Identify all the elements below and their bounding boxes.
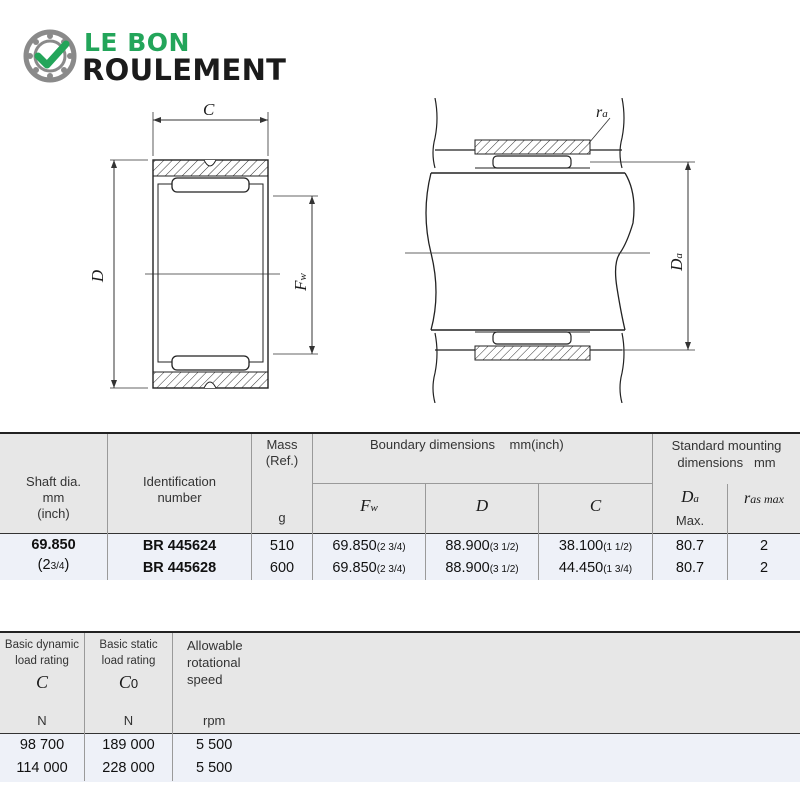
table1-cell-id: BR 445624 bbox=[142, 538, 217, 554]
col-static-symbol: C0 bbox=[118, 672, 139, 692]
table2-cell-stat: 228 000 bbox=[102, 760, 155, 776]
col-da-header: Da bbox=[681, 487, 699, 506]
col-ras-header: ras max bbox=[744, 490, 784, 507]
table1-cell-mass: 600 bbox=[269, 560, 295, 576]
checkmark-icon bbox=[38, 44, 66, 65]
boundary-header: Boundary dimensions mm(inch) bbox=[370, 437, 564, 452]
dim-c-label: C bbox=[203, 100, 215, 119]
table1-cell-c: 38.100(1 1/2) bbox=[558, 538, 633, 554]
col-ident-header: Identification number bbox=[143, 474, 216, 505]
col-static-unit: N bbox=[123, 713, 134, 728]
col-static-header: Basic static load rating bbox=[99, 639, 158, 667]
col-mass-header: Mass (Ref.) bbox=[265, 437, 299, 468]
col-d-header: D bbox=[475, 496, 489, 515]
logo-bearing-icon bbox=[22, 28, 78, 84]
table1-cell-d: 88.900(3 1/2) bbox=[445, 560, 519, 576]
table1-cell-id: BR 445628 bbox=[142, 560, 217, 576]
table1-cell-fw: 69.850(2 3/4) bbox=[332, 560, 406, 576]
bearing-section-drawing bbox=[90, 98, 330, 398]
col-speed-unit: rpm bbox=[203, 713, 226, 728]
standard-header: Standard mounting dimensions mm bbox=[671, 438, 782, 470]
col-fw-header: Fw bbox=[360, 496, 378, 515]
logo-text-line1: LE BON bbox=[84, 28, 190, 57]
col-da-max: Max. bbox=[675, 513, 705, 528]
dim-d-label: D bbox=[88, 269, 108, 283]
table1-top-rule bbox=[0, 432, 800, 434]
table1-cell-mass: 510 bbox=[269, 538, 295, 554]
table2-cell-speed: 5 500 bbox=[196, 760, 233, 776]
col-dynamic-unit: N bbox=[37, 713, 47, 728]
col-speed-header: Allowable rotational speed bbox=[187, 638, 243, 687]
table1-cell-ras: 2 bbox=[759, 560, 769, 576]
dim-da-label: Da bbox=[666, 253, 686, 271]
table1-cell-da: 80.7 bbox=[675, 560, 705, 576]
table1-cell-ras: 2 bbox=[759, 538, 769, 554]
dim-ra-label: ra bbox=[596, 104, 608, 121]
table2-cell-stat: 189 000 bbox=[102, 737, 155, 753]
brand-logo bbox=[22, 26, 297, 86]
table2-cell-dyn: 98 700 bbox=[19, 737, 65, 753]
col-dynamic-header: Basic dynamic load rating bbox=[4, 639, 80, 667]
table2-header-rule bbox=[0, 733, 800, 734]
col-dynamic-symbol: C bbox=[35, 672, 48, 692]
shaft-inch: (23/4) bbox=[37, 557, 70, 573]
col-shaft-header: Shaft dia. mm (inch) bbox=[26, 474, 81, 521]
table1-cell-fw: 69.850(2 3/4) bbox=[332, 538, 406, 554]
dim-fw-label: Fw bbox=[290, 273, 310, 291]
table1-cell-da: 80.7 bbox=[675, 538, 705, 554]
table2-top-rule bbox=[0, 631, 800, 633]
logo-text-line2: ROULEMENT bbox=[82, 53, 287, 87]
col-mass-unit: g bbox=[278, 510, 286, 525]
table2-cell-dyn: 114 000 bbox=[16, 760, 68, 776]
table1-cell-c: 44.450(1 3/4) bbox=[558, 560, 633, 576]
shaft-value: 69.850 bbox=[31, 537, 76, 553]
mounting-drawing bbox=[405, 98, 705, 403]
table2-cell-speed: 5 500 bbox=[196, 737, 233, 753]
col-c-header: C bbox=[589, 496, 602, 515]
table1-header-rule bbox=[0, 533, 800, 534]
table1-cell-d: 88.900(3 1/2) bbox=[445, 538, 519, 554]
